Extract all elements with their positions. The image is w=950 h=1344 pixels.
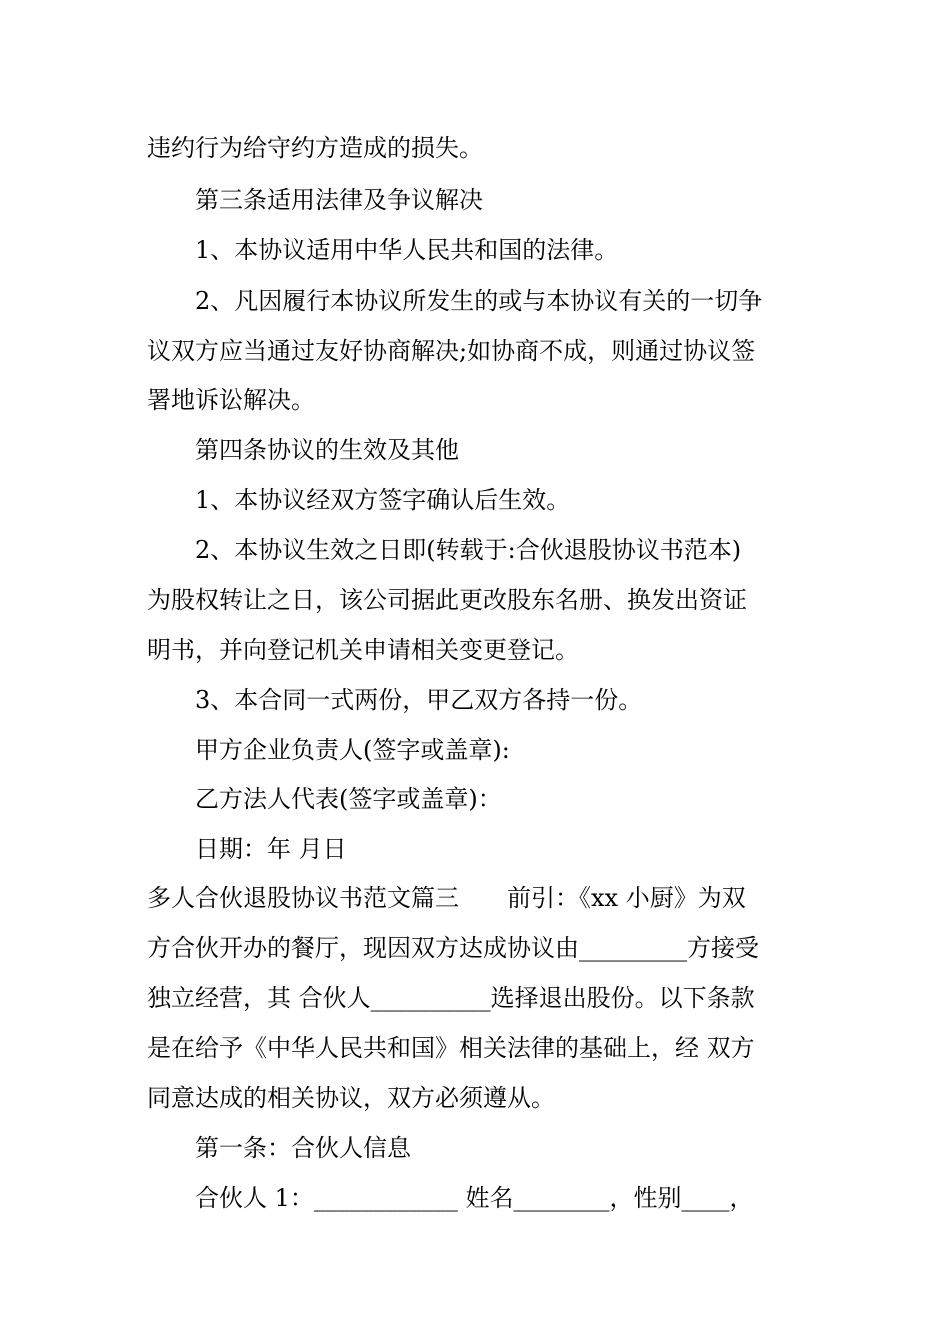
text-line: 为股权转让之日，该公司据此更改股东名册、换发出资证 (147, 586, 747, 614)
text-line: 署地诉讼解决。 (147, 386, 315, 414)
text-line: 违约行为给守约方造成的损失。 (147, 134, 483, 162)
section-heading-article-1: 第一条：合伙人信息 (195, 1134, 411, 1162)
text-line: 2、凡因履行本协议所发生的或与本协议有关的一切争 (195, 287, 763, 315)
text-line: 1、本协议经双方签字确认后生效。 (195, 486, 571, 514)
text-line: 独立经营，其 合伙人__________选择退出股份。以下条款 (147, 984, 755, 1012)
section-title-part-3: 多人合伙退股协议书范文篇三 前引：《xx 小厨》为双 (147, 884, 746, 912)
text-line: 同意达成的相关协议，双方必须遵从。 (147, 1084, 555, 1112)
signature-party-b: 乙方法人代表(签字或盖章)： (195, 785, 502, 813)
section-heading-article-3: 第三条适用法律及争议解决 (195, 186, 483, 214)
signature-party-a: 甲方企业负责人(签字或盖章): (195, 736, 510, 764)
partner-info-line: 合伙人 1：____________ 姓名________，性别____， (195, 1184, 754, 1212)
date-line: 日期：年 月日 (195, 835, 347, 863)
text-line: 1、本协议适用中华人民共和国的法律。 (195, 236, 619, 264)
text-line: 明书，并向登记机关申请相关变更登记。 (147, 636, 579, 664)
text-line: 是在给予《中华人民共和国》相关法律的基础上，经 双方 (147, 1034, 755, 1062)
section-heading-article-4: 第四条协议的生效及其他 (195, 436, 459, 464)
text-line: 3、本合同一式两份，甲乙双方各持一份。 (195, 686, 643, 714)
text-line: 方合伙开办的餐厅，现因双方达成协议由_________方接受 (147, 934, 759, 962)
text-line: 2、本协议生效之日即(转载于:合伙退股协议书范本) (195, 536, 742, 564)
text-line: 议双方应当通过友好协商解决;如协商不成，则通过协议签 (147, 337, 756, 365)
